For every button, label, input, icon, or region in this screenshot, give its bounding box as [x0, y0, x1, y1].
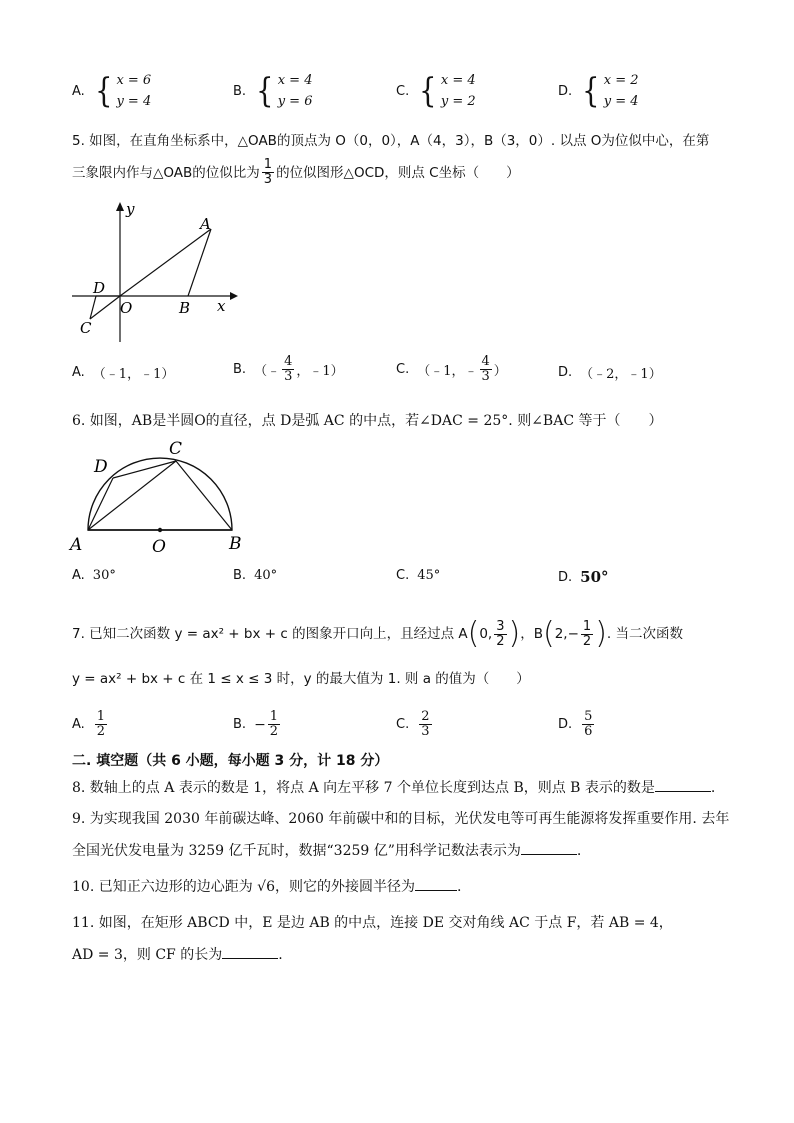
label-A: A	[70, 535, 83, 555]
q6-option-c[interactable]: C. 45°	[396, 568, 441, 583]
label-D: D	[94, 457, 108, 477]
q5-option-d[interactable]: D. （﹣2，﹣1）	[558, 365, 662, 382]
label-y: y	[126, 200, 135, 218]
x-axis-arrow	[230, 292, 238, 300]
q9-answer-blank[interactable]	[521, 840, 577, 855]
q6-option-a[interactable]: A. 30°	[72, 568, 116, 583]
label-C: C	[169, 439, 183, 459]
q5-stem	[72, 130, 732, 187]
label-C: C	[80, 319, 92, 337]
q9-stem: 9. 为实现我国 2030 年前碳达峰、2060 年前碳中和的目标，光伏发电等可再生能源将发挥重要作用. 去年 全国光伏发电量为 3259 亿千瓦时，数据“3259 亿”用科学记数法表示为 .	[72, 811, 730, 859]
q7-stem	[72, 616, 732, 690]
q6-stem: 6. 如图，AB是半圆O的直径，点 D是弧 AC 的中点，若∠DAC = 25°. 则∠BAC 等于（ ）	[72, 413, 663, 429]
q4-option-c[interactable]: C. { x = 4 y = 2	[396, 71, 476, 111]
section-title: 二. 填空题（共 6 小题，每小题 3 分，计 18 分）	[72, 753, 389, 769]
q10-answer-blank[interactable]	[415, 876, 457, 891]
q4-option-d[interactable]: D. { x = 2 y = 4	[558, 71, 639, 111]
label-B: B	[229, 534, 242, 554]
q11-stem: 11. 如图，在矩形 ABCD 中，E 是边 AB 的中点，连接 DE 交对角线 AC 于点 F，若 AB = 4， AD = 3，则 CF 的长为 .	[72, 915, 673, 963]
q5-line1: 5. 如图，在直角坐标系中，△OAB的顶点为 O（0，0），A（4，3），B（3，0）. 以点 O为位似中心，在第	[72, 133, 710, 149]
segment-OA	[120, 229, 211, 296]
y-axis-arrow	[116, 202, 124, 211]
q5-ratio-fraction: $\frac{1}{3}$	[263, 157, 273, 187]
q5-line2: 三象限内作与△OAB的位似比为 $\frac{1}{3}$ 的位似图形△OCD，则点 C坐标（ ）	[72, 157, 520, 187]
chord-AD	[88, 478, 113, 530]
label-O: O	[120, 299, 133, 317]
q7-option-a[interactable]: A. $\frac{1}{2}$	[72, 709, 106, 739]
q7-option-d[interactable]: D. $\frac{5}{6}$	[558, 709, 593, 739]
chord-DC	[113, 461, 176, 478]
q8-answer-blank[interactable]	[655, 777, 711, 792]
q7-option-c[interactable]: C. $\frac{2}{3}$	[396, 709, 430, 739]
label-B: B	[179, 299, 191, 317]
q7-option-b[interactable]: B. − $\frac{1}{2}$	[233, 709, 279, 739]
q5-options	[72, 355, 752, 391]
q7-line1: 7. 已知二次函数 y = ax² + bx + c 的图象开口向上，且经过点 A ( 0, $\frac{3}{2}$ ) ，B ( 2,− $\frac{1}{2}$ ) . 当二次函数	[72, 616, 683, 651]
q11-answer-blank[interactable]	[222, 944, 278, 959]
q7-line2: y = ax² + bx + c 在 1 ≤ x ≤ 3 时，y 的最大值为 1. 则 a 的值为（ ）	[72, 671, 530, 687]
q8-stem: 8. 数轴上的点 A 表示的数是 1，将点 A 向左平移 7 个单位长度到达点 B，则点 B 表示的数是 .	[72, 777, 732, 799]
label-O: O	[152, 537, 166, 556]
label-A: A	[200, 215, 211, 233]
q4-option-b[interactable]: B. { x = 4 y = 6	[233, 71, 313, 111]
q10-stem: 10. 已知正六边形的边心距为 √6，则它的外接圆半径为 .	[72, 876, 732, 898]
center-point	[158, 528, 162, 532]
label-x: x	[217, 297, 226, 315]
q6-option-d[interactable]: D. 50°	[558, 568, 609, 586]
segment-AB	[188, 229, 211, 296]
semicircle	[88, 458, 232, 530]
q5-figure	[62, 196, 242, 344]
q5-option-a[interactable]: A. （﹣1，﹣1）	[72, 365, 175, 382]
label-D: D	[93, 279, 106, 297]
q6-option-b[interactable]: B. 40°	[233, 568, 278, 583]
q6-figure	[64, 432, 254, 556]
q5-option-b[interactable]: B. （﹣ $\frac{4}{3}$ ，﹣1）	[233, 354, 344, 384]
q5-option-c[interactable]: C. （﹣1，﹣ $\frac{4}{3}$ ）	[396, 354, 507, 384]
q4-option-a[interactable]: A. { x = 6 y = 4	[72, 71, 152, 111]
